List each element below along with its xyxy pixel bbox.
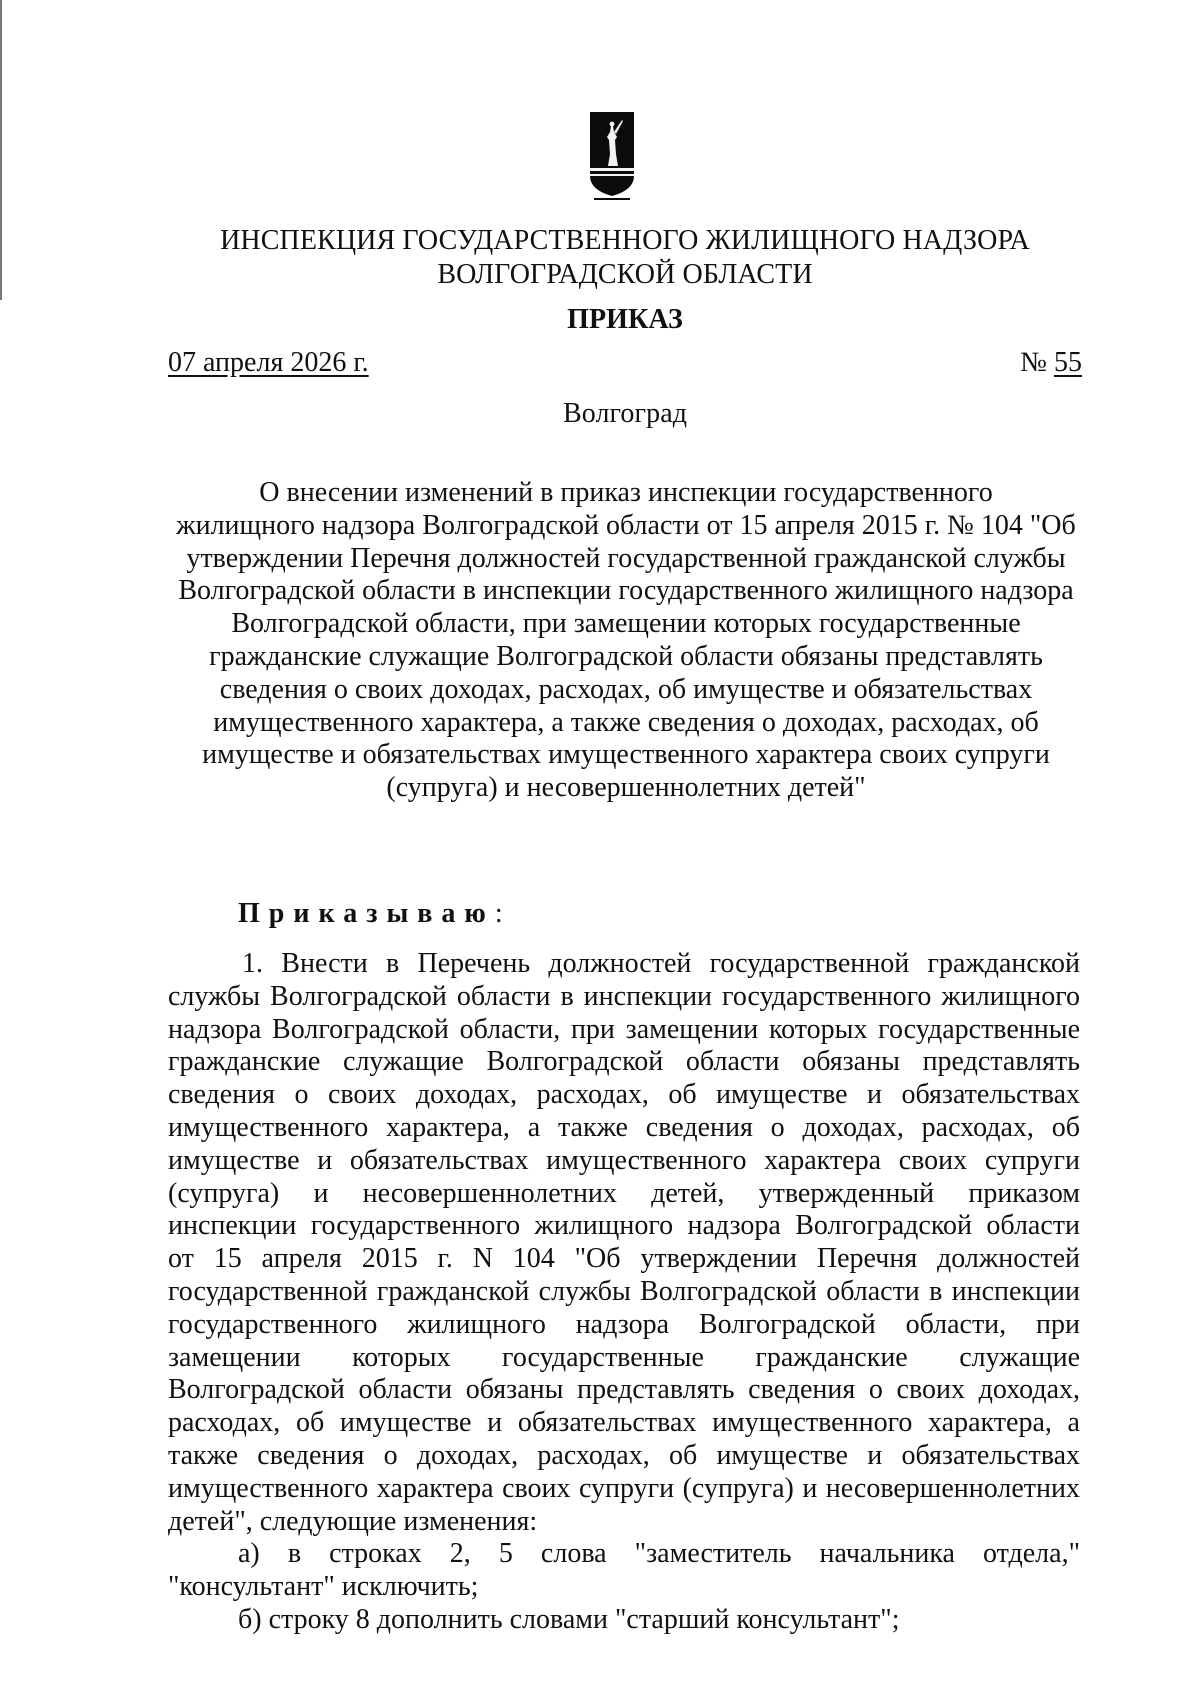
body-line: расходах, об имуществе и обязательствах имущественного характера, а: [168, 1407, 1080, 1439]
order-directive: [238, 898, 503, 930]
order-body: [168, 948, 1080, 1637]
document-city: Волгоград: [562, 398, 688, 429]
body-line: Волгоградской области обязаны представлять сведения о своих доходах,: [168, 1374, 1080, 1406]
document-type-title: ПРИКАЗ: [567, 304, 683, 335]
body-line: 1. Внести в Перечень должностей государственной гражданской: [242, 948, 1080, 979]
subject-line: имущественного характера, а также сведения о доходах, расходах, об: [213, 706, 1039, 738]
subject-line: (супруга) и несовершеннолетних детей": [386, 772, 866, 804]
body-line: (супруга) и несовершеннолетних детей, утвержденный приказом: [168, 1177, 1080, 1209]
organization-title-line-1: ИНСПЕКЦИЯ ГОСУДАРСТВЕННОГО ЖИЛИЩНОГО НАДЗОРА: [220, 225, 1030, 256]
subject-line: Волгоградской области в инспекции государственного жилищного надзора: [178, 575, 1074, 607]
body-line: от 15 апреля 2015 г. N 104 "Об утверждении Перечня должностей: [168, 1243, 1080, 1275]
organization-title-line-2: ВОЛГОГРАДСКОЙ ОБЛАСТИ: [437, 259, 813, 290]
body-line: службы Волгоградской области в инспекции государственного жилищного: [168, 980, 1080, 1012]
item-a-line-1: а) в строках 2, 5 слова "заместитель начальника отдела,": [238, 1538, 1080, 1570]
body-line: также сведения о доходах, расходах, об имуществе и обязательствах: [168, 1439, 1080, 1471]
body-line: имущественного характера своих супруги (супруга) и несовершеннолетних: [168, 1472, 1080, 1504]
document-date: 07 апреля 2026 г.: [168, 347, 369, 378]
volgograd-coat-of-arms-icon: [588, 110, 636, 202]
organization-title: [0, 224, 1200, 292]
order-directive-colon: :: [494, 898, 503, 929]
body-line: сведения о своих доходах, расходах, об имуществе и обязательствах: [168, 1079, 1080, 1111]
order-directive-word: Приказываю: [238, 898, 495, 929]
document-number-prefix: №: [1020, 347, 1054, 378]
body-line: государственного жилищного надзора Волгоградской области, при: [168, 1308, 1080, 1340]
body-line: имущественного характера, а также сведения о доходах, расходах, об: [168, 1111, 1080, 1143]
document-subject: [160, 477, 1092, 805]
body-line: инспекции государственного жилищного надзора Волгоградской области: [168, 1210, 1080, 1242]
subject-line: сведения о своих доходах, расходах, об имуществе и обязательствах: [219, 673, 1033, 705]
subject-line: жилищного надзора Волгоградской области от 15 апреля 2015 г. № 104 "Об: [176, 509, 1076, 541]
body-line: имуществе и обязательствах имущественного характера своих супруги: [168, 1144, 1080, 1176]
item-a-line-2: "консультант" исключить;: [168, 1571, 479, 1603]
document-number-value: 55: [1054, 347, 1082, 378]
subject-line: гражданские служащие Волгоградской области обязаны представлять: [209, 640, 1043, 672]
subject-line: О внесении изменений в приказ инспекции государственного: [259, 477, 993, 508]
subject-line: имуществе и обязательствах имущественного характера своих супруги: [202, 739, 1050, 771]
body-line: надзора Волгоградской области, при замещении которых государственные: [168, 1013, 1080, 1045]
document-number: [1020, 347, 1082, 379]
body-line: гражданские служащие Волгоградской области обязаны представлять: [168, 1046, 1080, 1078]
body-line: государственной гражданской службы Волгоградской области в инспекции: [168, 1275, 1080, 1307]
subject-line: Волгоградской области, при замещении которых государственные: [231, 608, 1021, 640]
item-b: б) строку 8 дополнить словами "старший консультант";: [238, 1603, 900, 1635]
body-line: замещении которых государственные гражданские служащие: [168, 1341, 1080, 1373]
subject-line: утверждении Перечня должностей государственной гражданской службы: [186, 542, 1066, 574]
body-line-last: детей", следующие изменения:: [168, 1505, 538, 1537]
